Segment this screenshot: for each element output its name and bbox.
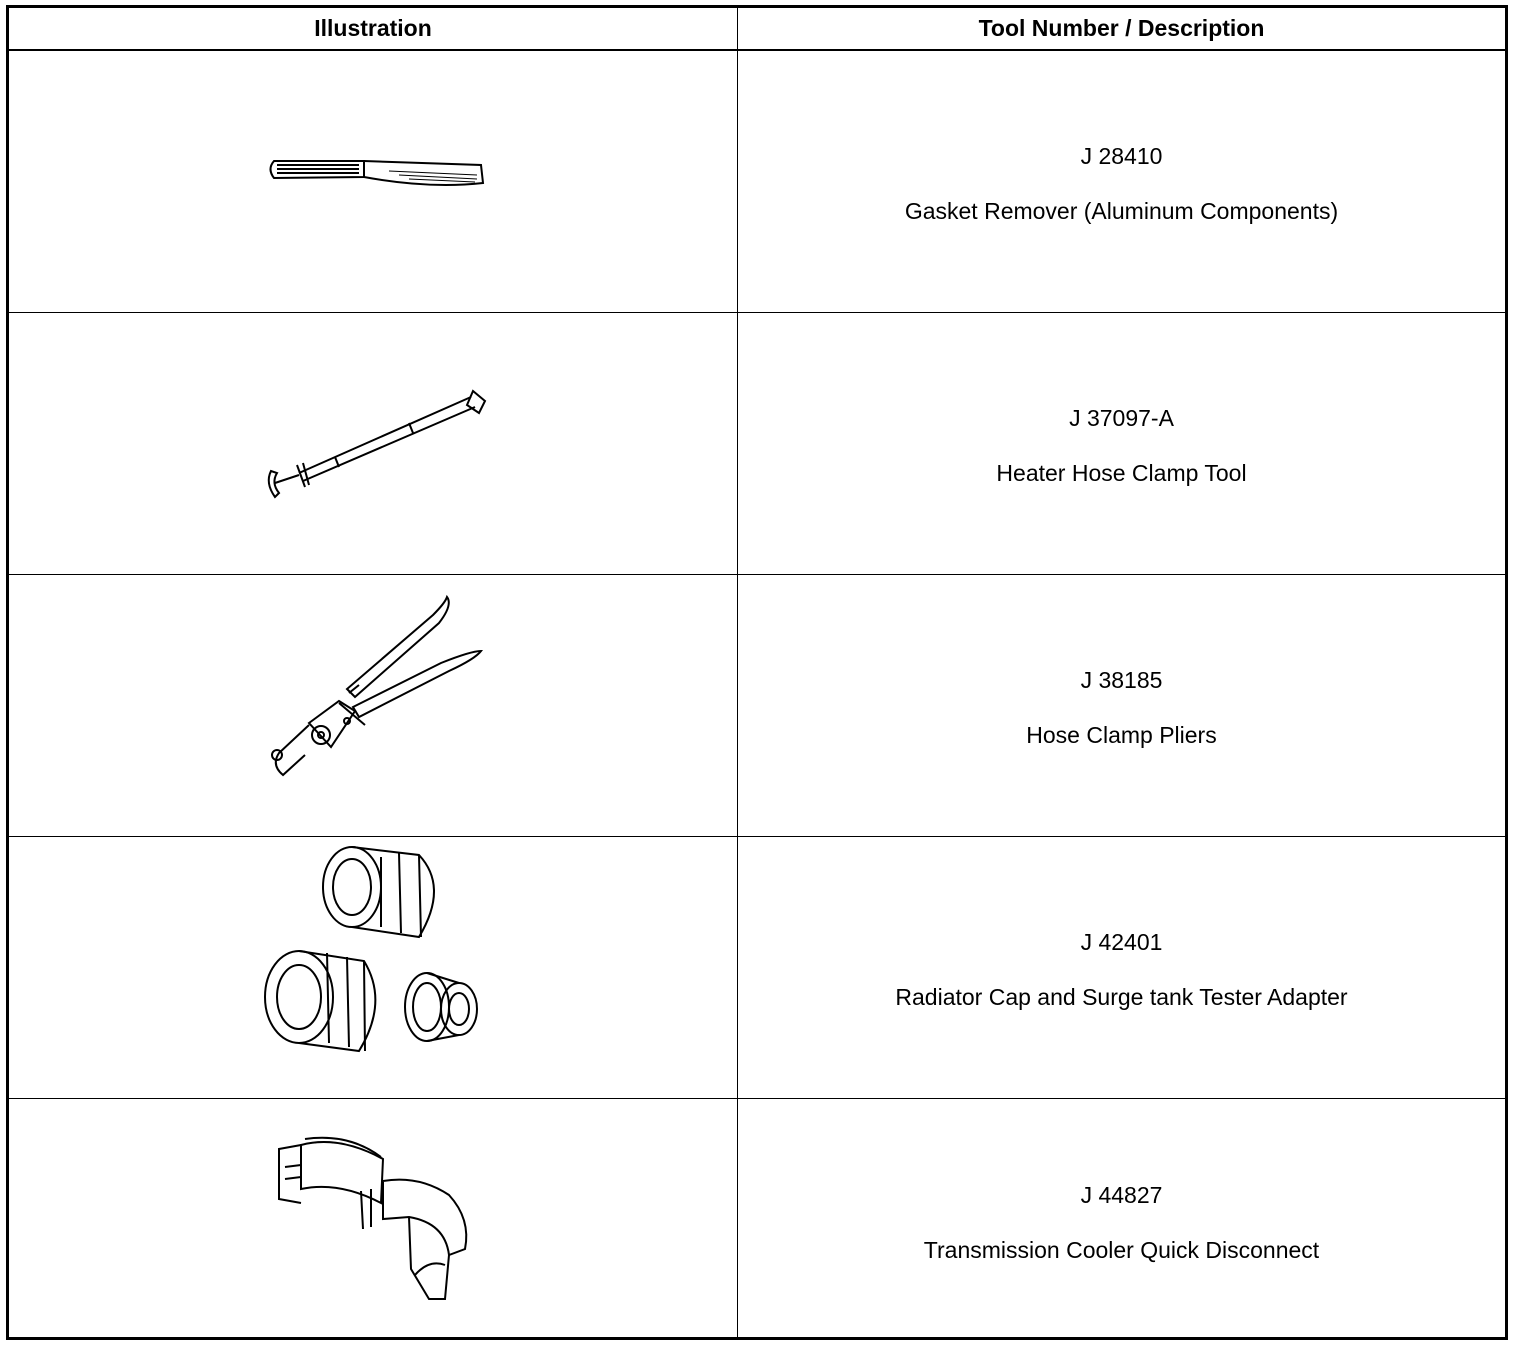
radiator-adapter-icon <box>9 837 737 1098</box>
illustration-cell <box>9 837 737 1098</box>
hose-clamp-pliers-icon <box>9 575 737 836</box>
tool-description: Transmission Cooler Quick Disconnect <box>923 1237 1320 1263</box>
quick-disconnect-icon <box>9 1099 737 1335</box>
gasket-remover-icon <box>9 51 737 312</box>
header-illustration: Illustration <box>314 15 432 41</box>
illustration-cell <box>9 575 737 836</box>
header-tool-number-description: Tool Number / Description <box>978 15 1265 41</box>
tool-description: Gasket Remover (Aluminum Components) <box>904 198 1339 224</box>
tool-number: J 38185 <box>1080 667 1163 693</box>
table-header <box>9 8 1505 51</box>
tools-table <box>6 5 1508 1340</box>
tool-number: J 44827 <box>1080 1182 1163 1208</box>
tool-description: Hose Clamp Pliers <box>1026 722 1217 748</box>
tool-number: J 42401 <box>1080 929 1163 955</box>
tool-number: J 28410 <box>1080 143 1163 169</box>
tool-description: Radiator Cap and Surge tank Tester Adapter <box>895 984 1348 1010</box>
table-row <box>9 1099 1505 1361</box>
illustration-cell <box>9 51 737 312</box>
hose-clamp-tool-icon <box>9 313 737 574</box>
table-row <box>9 837 1505 1099</box>
description-cell <box>738 313 1505 574</box>
description-cell <box>738 837 1505 1098</box>
description-cell <box>738 575 1505 836</box>
tool-description: Heater Hose Clamp Tool <box>996 460 1247 486</box>
illustration-cell <box>9 1099 737 1360</box>
description-cell <box>738 51 1505 312</box>
table-row <box>9 575 1505 837</box>
description-cell <box>738 1099 1505 1360</box>
illustration-cell <box>9 313 737 574</box>
table-row <box>9 51 1505 313</box>
table-row <box>9 313 1505 575</box>
tool-number: J 37097-A <box>1069 405 1174 431</box>
